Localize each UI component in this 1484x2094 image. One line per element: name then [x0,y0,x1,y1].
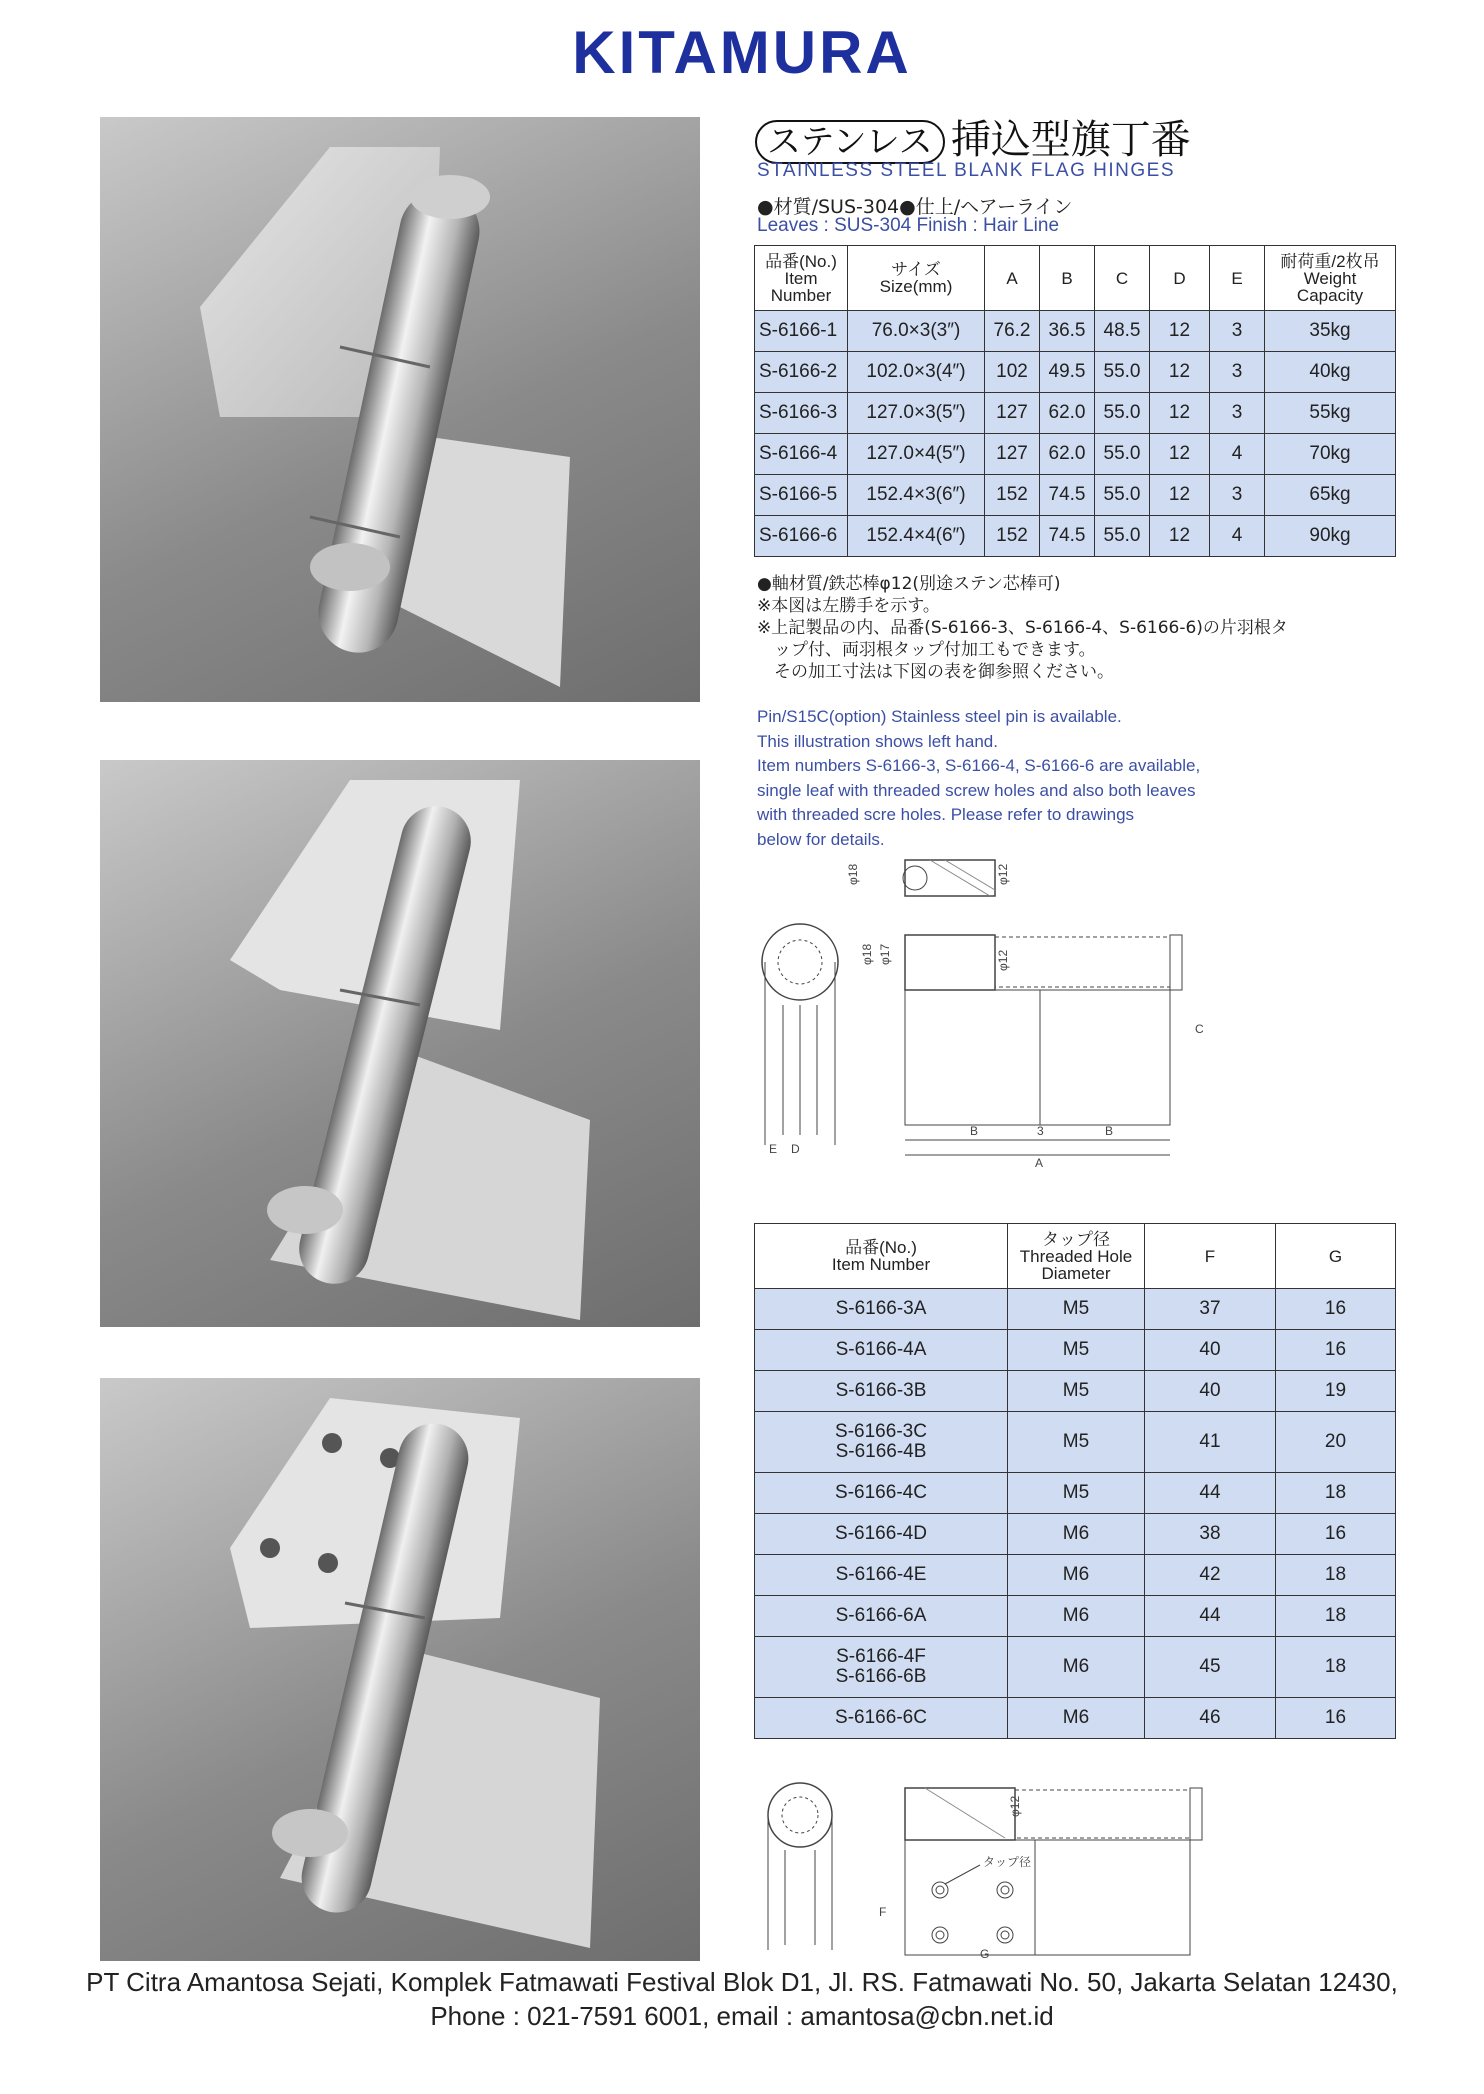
tap-cell-item [755,1698,1008,1739]
tap-cell-g: 19 [1276,1371,1396,1412]
cell-e: 3 [1210,352,1265,393]
spec-header-row [755,246,1396,311]
cell-b: 74.5 [1040,475,1095,516]
title-english: STAINLESS STEEL BLANK FLAG HINGES [757,160,1176,181]
tap-header-f: F [1145,1224,1276,1289]
tap-cell-diameter: M5 [1008,1330,1145,1371]
notes-english [757,705,1397,852]
cell-size: 127.0×3(5″) [848,393,985,434]
label-b-left: B [970,1124,979,1138]
tap-item-number: S-6166-3C [835,1421,927,1442]
tap-cell-item [755,1473,1008,1514]
cell-a: 152 [985,475,1040,516]
cell-d: 12 [1150,475,1210,516]
technical-drawing-2 [755,1780,1395,1960]
footer-phone-email: Phone : 021-7591 6001, email : amantosa@cbn.net.id [430,2001,1054,2031]
cell-item: S-6166-6 [755,516,848,557]
header-item: 品番(No.) Item Number [755,246,848,311]
tap-row [755,1412,1396,1473]
tap-table [754,1223,1396,1739]
tap-row [755,1555,1396,1596]
tap-cell-g: 16 [1276,1330,1396,1371]
hinge-photo-3 [100,1378,700,1961]
label-a: A [1035,1156,1044,1170]
label-dia12-top: φ12 [996,863,1010,885]
footer-contact [0,1965,1484,2033]
cell-item: S-6166-3 [755,393,848,434]
cell-c: 55.0 [1095,393,1150,434]
cell-d: 12 [1150,516,1210,557]
footer-address: PT Citra Amantosa Sejati, Komplek Fatmawati Festival Blok D1, Jl. RS. Fatmawati No. 50, Jakarta Selatan 12430, [86,1967,1398,1997]
cell-weight: 55kg [1265,393,1396,434]
tap-item-number: S-6166-6C [835,1707,927,1728]
cell-c: 55.0 [1095,352,1150,393]
tap-cell-diameter: M5 [1008,1473,1145,1514]
spec-row [755,393,1396,434]
cell-weight: 40kg [1265,352,1396,393]
spec-row [755,311,1396,352]
product-title [755,108,1191,165]
spec-row [755,352,1396,393]
note-en-line: Item numbers S-6166-3, S-6166-4, S-6166-6 are available, [757,756,1201,775]
header-b: B [1040,246,1095,311]
cell-item: S-6166-1 [755,311,848,352]
label-d: D [791,1142,800,1156]
tap-cell-diameter: M6 [1008,1596,1145,1637]
cell-d: 12 [1150,393,1210,434]
tap-item-number-2: S-6166-6B [835,1666,927,1687]
note-ja-line: ※本図は左勝手を示す。 [757,596,940,616]
tap-item-number: S-6166-4A [835,1339,927,1360]
tap-cell-diameter: M6 [1008,1698,1145,1739]
tap-item-number: S-6166-3A [835,1298,927,1319]
note-en-line: with threaded scre holes. Please refer to drawings [757,805,1135,824]
cell-size: 127.0×4(5″) [848,434,985,475]
material-ja: ●材質/SUS-304●仕上/ヘアーライン [757,196,1073,218]
cell-size: 102.0×3(4″) [848,352,985,393]
cell-b: 62.0 [1040,393,1095,434]
cell-item: S-6166-2 [755,352,848,393]
tap-cell-diameter: M6 [1008,1637,1145,1698]
note-en-line: This illustration shows left hand. [757,731,998,751]
material-badge: ステンレス [755,120,945,164]
technical-drawing-1 [755,855,1395,1175]
tap-cell-f: 37 [1145,1289,1276,1330]
cell-e: 4 [1210,516,1265,557]
cell-d: 12 [1150,311,1210,352]
header-weight: 耐荷重/2枚吊 Weight Capacity [1265,246,1396,311]
tap-cell-item [755,1596,1008,1637]
tap-cell-diameter: M5 [1008,1371,1145,1412]
cell-a: 76.2 [985,311,1040,352]
tap-cell-f: 44 [1145,1473,1276,1514]
cell-weight: 90kg [1265,516,1396,557]
note-ja-line: ップ付、両羽根タップ付加工もできます。 [757,640,1096,660]
cell-c: 48.5 [1095,311,1150,352]
tap-item-number-2: S-6166-4B [835,1441,927,1462]
title-main: 挿込型旗丁番 [950,117,1191,163]
cell-e: 3 [1210,311,1265,352]
cell-weight: 70kg [1265,434,1396,475]
cell-c: 55.0 [1095,475,1150,516]
tap-header-item: 品番(No.) Item Number [755,1224,1008,1289]
cell-item: S-6166-5 [755,475,848,516]
tap-cell-item [755,1289,1008,1330]
tap-header-diameter: タップ径 Threaded Hole Diameter [1008,1224,1145,1289]
header-c: C [1095,246,1150,311]
tap-item-number: S-6166-4D [835,1523,927,1544]
tap-header-g: G [1276,1224,1396,1289]
tap-row [755,1514,1396,1555]
hinge-photo-1 [100,117,700,702]
cell-b: 62.0 [1040,434,1095,475]
cell-d: 12 [1150,352,1210,393]
tap-cell-item [755,1412,1008,1473]
note-en-line: below for details. [757,829,885,849]
label-dia12: φ12 [996,949,1010,971]
cell-b: 49.5 [1040,352,1095,393]
cell-e: 3 [1210,393,1265,434]
tap-cell-g: 16 [1276,1698,1396,1739]
label-three: 3 [1037,1124,1044,1138]
tap-item-number: S-6166-4F [836,1646,926,1667]
tap-row [755,1698,1396,1739]
tap-cell-diameter: M5 [1008,1289,1145,1330]
tap-cell-g: 18 [1276,1596,1396,1637]
tap-cell-f: 40 [1145,1330,1276,1371]
cell-e: 4 [1210,434,1265,475]
tap-cell-diameter: M6 [1008,1514,1145,1555]
material-en: Leaves : SUS-304 Finish : Hair Line [757,215,1060,236]
tap-row [755,1637,1396,1698]
tap-cell-f: 38 [1145,1514,1276,1555]
cell-a: 102 [985,352,1040,393]
tap-item-number: S-6166-3B [835,1380,927,1401]
label-b-right: B [1105,1124,1114,1138]
tap-cell-f: 41 [1145,1412,1276,1473]
cell-a: 127 [985,393,1040,434]
tap-row [755,1596,1396,1637]
label-c: C [1195,1022,1204,1036]
spec-table [754,245,1396,557]
note-en-line: Pin/S15C(option) Stainless steel pin is available. [757,707,1122,726]
tap-row [755,1371,1396,1412]
cell-e: 3 [1210,475,1265,516]
label-g: G [980,1947,990,1960]
note-ja-line: その加工寸法は下図の表を御参照ください。 [757,662,1114,682]
tap-row [755,1330,1396,1371]
tap-cell-item [755,1555,1008,1596]
note-ja-line: ※上記製品の内、品番(S-6166-3、S-6166-4、S-6166-6)の片羽根タ [757,618,1288,638]
hinge-photo-2 [100,760,700,1327]
cell-weight: 35kg [1265,311,1396,352]
label2-dia12: φ12 [1008,1795,1022,1817]
spec-row [755,475,1396,516]
tap-item-number: S-6166-4E [835,1564,927,1585]
tap-cell-g: 16 [1276,1289,1396,1330]
label-f: F [879,1905,887,1919]
tap-cell-g: 16 [1276,1514,1396,1555]
spec-row [755,434,1396,475]
label-dia18-top: φ18 [846,863,860,885]
tap-cell-g: 18 [1276,1555,1396,1596]
label-e: E [769,1142,778,1156]
tap-cell-f: 42 [1145,1555,1276,1596]
tap-cell-g: 20 [1276,1412,1396,1473]
tap-cell-item [755,1514,1008,1555]
tap-cell-diameter: M6 [1008,1555,1145,1596]
cell-weight: 65kg [1265,475,1396,516]
cell-b: 36.5 [1040,311,1095,352]
spec-row [755,516,1396,557]
cell-d: 12 [1150,434,1210,475]
tap-cell-diameter: M5 [1008,1412,1145,1473]
tap-cell-f: 40 [1145,1371,1276,1412]
cell-item: S-6166-4 [755,434,848,475]
tap-cell-f: 46 [1145,1698,1276,1739]
tap-cell-item [755,1637,1008,1698]
header-d: D [1150,246,1210,311]
tap-cell-item [755,1330,1008,1371]
brand-logo: KITAMURA [572,19,912,86]
tap-item-number: S-6166-4C [835,1482,927,1503]
cell-a: 152 [985,516,1040,557]
tap-cell-f: 45 [1145,1637,1276,1698]
label-tap-diameter: タップ径 [983,1855,1032,1869]
note-ja-line: ●軸材質/鉄芯棒φ12(別途ステン芯棒可) [757,574,1061,594]
label-dia18: φ18 [860,943,874,965]
tap-cell-item [755,1371,1008,1412]
cell-size: 152.4×3(6″) [848,475,985,516]
header-a: A [985,246,1040,311]
cell-size: 152.4×4(6″) [848,516,985,557]
header-e: E [1210,246,1265,311]
tap-cell-f: 44 [1145,1596,1276,1637]
cell-b: 74.5 [1040,516,1095,557]
tap-cell-g: 18 [1276,1473,1396,1514]
tap-row [755,1289,1396,1330]
cell-size: 76.0×3(3″) [848,311,985,352]
notes-japanese [757,573,1397,683]
note-en-line: single leaf with threaded screw holes and also both leaves [757,780,1196,800]
header-size: サイズ Size(mm) [848,246,985,311]
tap-row [755,1473,1396,1514]
cell-a: 127 [985,434,1040,475]
label-dia17: φ17 [878,943,892,965]
tap-cell-g: 18 [1276,1637,1396,1698]
cell-c: 55.0 [1095,516,1150,557]
cell-c: 55.0 [1095,434,1150,475]
tap-item-number: S-6166-6A [835,1605,927,1626]
tap-header-row [755,1224,1396,1289]
